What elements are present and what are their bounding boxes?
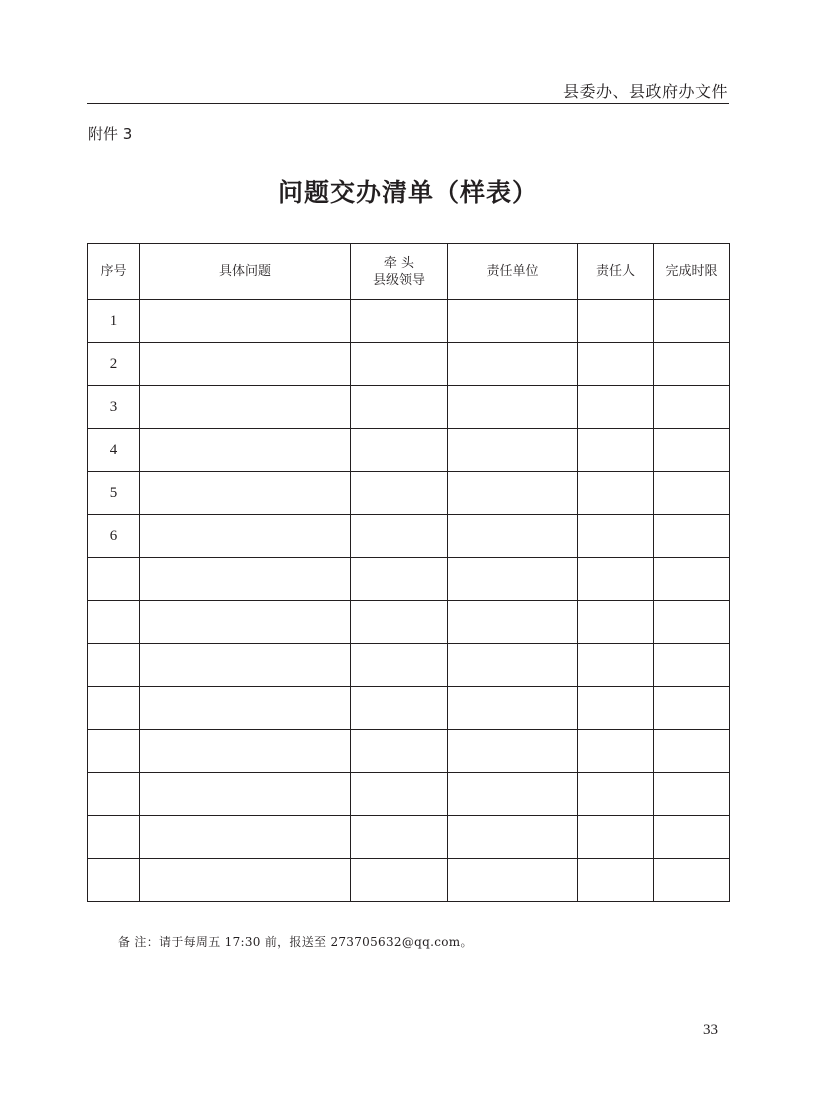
cell-seq [88, 558, 140, 601]
table-body [88, 300, 730, 902]
cell-issue [140, 730, 351, 773]
cell-unit [448, 515, 578, 558]
table-row [88, 601, 730, 644]
cell-seq [88, 730, 140, 773]
cell-unit [448, 687, 578, 730]
cell-issue [140, 515, 351, 558]
page-number: 33 [703, 1022, 718, 1038]
table-row [88, 300, 730, 343]
cell-deadline [654, 687, 730, 730]
cell-person [578, 429, 654, 472]
cell-issue [140, 644, 351, 687]
table-row [88, 687, 730, 730]
cell-lead [351, 687, 448, 730]
footnote: 备 注：请于每周五 17:30 前，报送至 273705632@qq.com。 [118, 935, 473, 949]
cell-person [578, 386, 654, 429]
cell-person [578, 644, 654, 687]
cell-person [578, 558, 654, 601]
table-row [88, 773, 730, 816]
col-header-issue: 具体问题 [140, 244, 351, 300]
cell-issue [140, 601, 351, 644]
cell-unit [448, 472, 578, 515]
cell-seq: 2 [88, 343, 140, 386]
cell-issue [140, 687, 351, 730]
cell-deadline [654, 601, 730, 644]
table-row [88, 472, 730, 515]
cell-deadline [654, 515, 730, 558]
cell-seq [88, 859, 140, 902]
header-rule [87, 103, 729, 104]
cell-lead [351, 601, 448, 644]
cell-issue [140, 816, 351, 859]
cell-seq [88, 773, 140, 816]
col-header-deadline: 完成时限 [654, 244, 730, 300]
cell-unit [448, 429, 578, 472]
cell-unit [448, 386, 578, 429]
cell-deadline [654, 300, 730, 343]
table-row [88, 816, 730, 859]
cell-deadline [654, 386, 730, 429]
cell-lead [351, 429, 448, 472]
table-row [88, 429, 730, 472]
cell-lead [351, 773, 448, 816]
cell-unit [448, 601, 578, 644]
cell-unit [448, 300, 578, 343]
cell-seq [88, 816, 140, 859]
table-row [88, 558, 730, 601]
cell-seq [88, 644, 140, 687]
col-header-lead-line2: 县级领导 [372, 272, 425, 288]
page-header: 县委办、县政府办文件 [562, 82, 728, 101]
cell-deadline [654, 558, 730, 601]
cell-deadline [654, 859, 730, 902]
table-row [88, 644, 730, 687]
cell-seq: 4 [88, 429, 140, 472]
cell-issue [140, 343, 351, 386]
cell-deadline [654, 730, 730, 773]
col-header-lead [351, 244, 448, 300]
cell-person [578, 300, 654, 343]
cell-seq: 3 [88, 386, 140, 429]
cell-deadline [654, 472, 730, 515]
cell-person [578, 773, 654, 816]
cell-deadline [654, 644, 730, 687]
cell-deadline [654, 816, 730, 859]
cell-person [578, 472, 654, 515]
attachment-label: 附件 3 [88, 125, 133, 143]
table-header-row [88, 244, 730, 300]
col-header-unit: 责任单位 [448, 244, 578, 300]
cell-deadline [654, 773, 730, 816]
cell-deadline [654, 343, 730, 386]
cell-person [578, 515, 654, 558]
cell-person [578, 816, 654, 859]
cell-unit [448, 773, 578, 816]
cell-issue [140, 386, 351, 429]
table-row [88, 386, 730, 429]
cell-issue [140, 472, 351, 515]
cell-lead [351, 386, 448, 429]
issue-table [87, 243, 730, 902]
col-header-seq: 序号 [88, 244, 140, 300]
cell-lead [351, 558, 448, 601]
cell-unit [448, 816, 578, 859]
cell-person [578, 601, 654, 644]
table-row [88, 343, 730, 386]
cell-lead [351, 300, 448, 343]
cell-person [578, 859, 654, 902]
cell-seq: 5 [88, 472, 140, 515]
cell-issue [140, 300, 351, 343]
cell-person [578, 343, 654, 386]
cell-unit [448, 343, 578, 386]
cell-lead [351, 730, 448, 773]
cell-deadline [654, 429, 730, 472]
cell-lead [351, 644, 448, 687]
cell-unit [448, 644, 578, 687]
cell-unit [448, 859, 578, 902]
cell-seq [88, 601, 140, 644]
col-header-person: 责任人 [578, 244, 654, 300]
cell-seq: 6 [88, 515, 140, 558]
cell-issue [140, 859, 351, 902]
cell-unit [448, 558, 578, 601]
cell-lead [351, 515, 448, 558]
table-row [88, 515, 730, 558]
cell-lead [351, 859, 448, 902]
cell-issue [140, 558, 351, 601]
cell-lead [351, 343, 448, 386]
cell-issue [140, 429, 351, 472]
cell-lead [351, 816, 448, 859]
cell-issue [140, 773, 351, 816]
cell-seq [88, 687, 140, 730]
cell-lead [351, 472, 448, 515]
document-title: 问题交办清单（样表） [277, 178, 538, 207]
table-row [88, 730, 730, 773]
cell-person [578, 730, 654, 773]
cell-unit [448, 730, 578, 773]
cell-seq: 1 [88, 300, 140, 343]
table-row [88, 859, 730, 902]
col-header-lead-line1: 牵 头 [383, 255, 415, 271]
cell-person [578, 687, 654, 730]
